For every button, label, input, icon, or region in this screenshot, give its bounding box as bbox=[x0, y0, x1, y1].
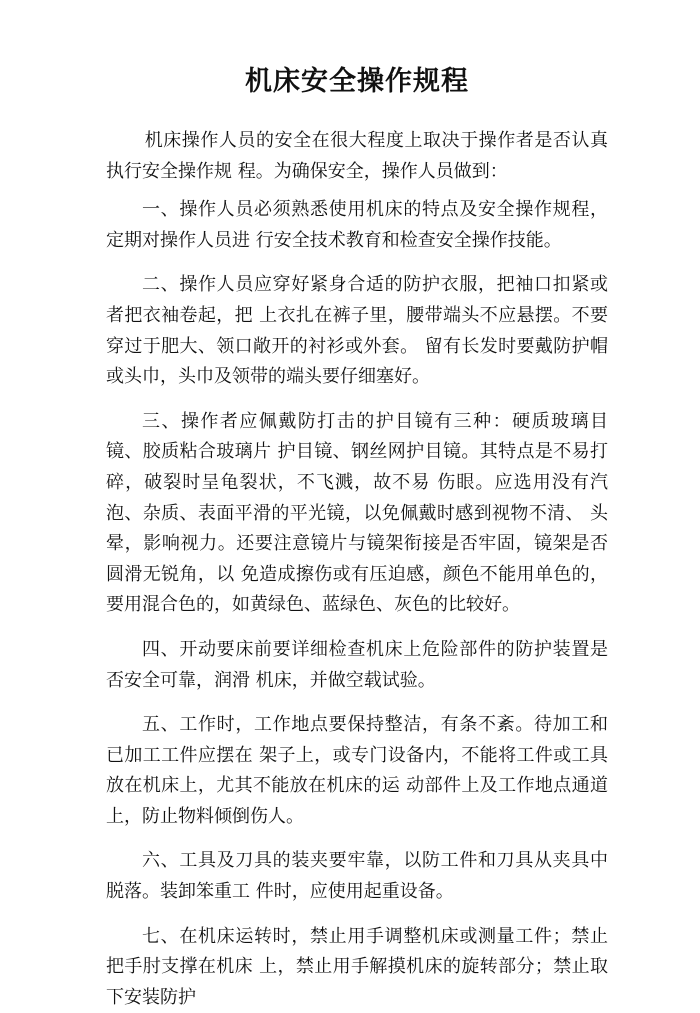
intro-paragraph: 机床操作人员的安全在很大程度上取决于操作者是否认真执行安全操作规 程。为确保安全，操作人员做到： bbox=[106, 130, 608, 182]
rule-5-paragraph: 五、工作时，工作地点要保持整洁，有条不紊。待加工和已加工工件应摆在 架子上，或专门设备内，不能将工件或工具放在机床上，尤其不能放在机床的运 动部件上及工作地点通道上，防止物料倾倒伤人。 bbox=[106, 714, 608, 827]
rule-7-paragraph: 七、在机床运转时，禁止用手调整机床或测量工件；禁止把手肘支撑在机床 上，禁止用手解摸机床的旋转部分；禁止取下安装防护 bbox=[106, 925, 608, 1008]
rule-4-paragraph: 四、开动要床前要详细检查机床上危险部件的防护装置是否安全可靠，润滑 机床，并做空载试验。 bbox=[106, 638, 608, 691]
rule-6-paragraph: 六、工具及刀具的装夹要牢靠，以防工件和刀具从夹具中脱落。装卸笨重工 件时，应使用起重设备。 bbox=[106, 850, 608, 903]
rule-2-paragraph: 二、操作人员应穿好紧身合适的防护衣服，把袖口扣紧或者把衣袖卷起，把 上衣扎在裤子里，腰带端头不应悬摆。不要穿过于肥大、领口敞开的衬衫或外套。 留有长发时要戴防护帽或头巾，头巾及领带的端头要仔细塞好。 bbox=[106, 274, 608, 388]
rule-3-paragraph: 三、操作者应佩戴防打击的护目镜有三种：硬质玻璃目镜、胶质粘合玻璃片 护目镜、钢丝网护目镜。其特点是不易打碎，破裂时呈龟裂状，不飞溅，故不易 伤眼。应选用没有汽泡、杂质、表面平滑的平光镜，以免佩戴时感到视物不清、 头晕，影响视力。还要注意镜片与镜架衔接是否牢固，镜架是否圆滑无锐角，以 免造成擦伤或有压迫感，颜色不能用单色的，要用混合色的，如黄绿色、蓝绿色、灰色的比较好。 bbox=[106, 410, 608, 616]
rule-1-paragraph: 一、操作人员必须熟悉使用机床的特点及安全操作规程，定期对操作人员进 行安全技术教育和检查安全操作技能。 bbox=[106, 199, 608, 251]
document-title: 机床安全操作规程 bbox=[245, 66, 469, 97]
